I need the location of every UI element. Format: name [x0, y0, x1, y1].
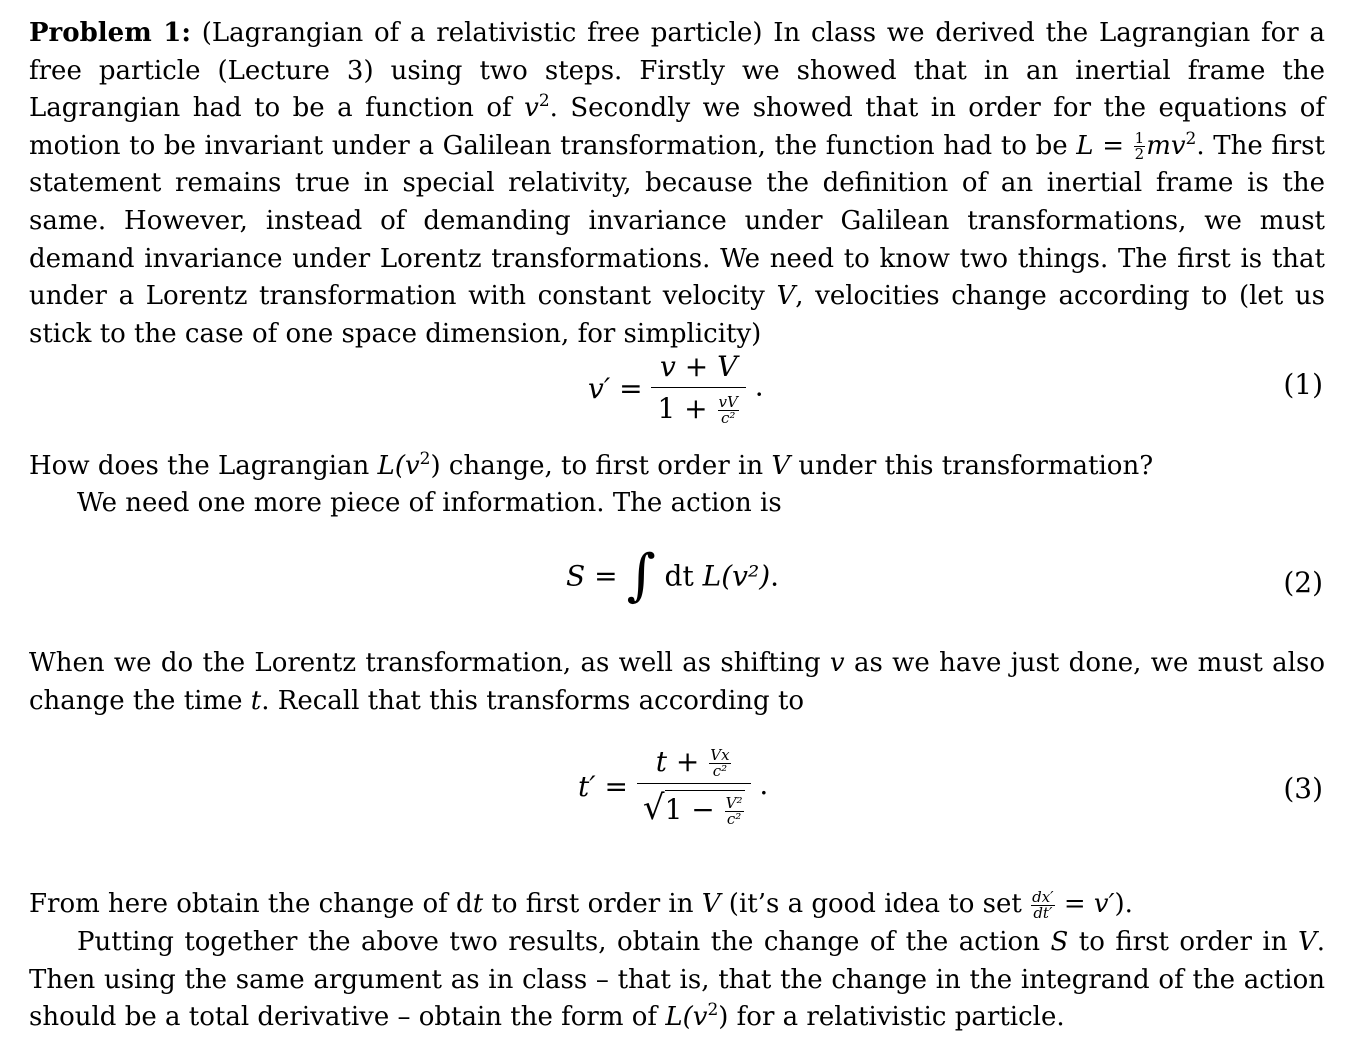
var-L: L: [1076, 130, 1094, 161]
conclusion-paragraph: [29, 924, 1325, 1037]
var-L: L: [665, 1002, 683, 1033]
change-dt-paragraph: [29, 886, 1325, 924]
dt-text-4: ).: [1114, 889, 1133, 919]
rad-text: 1 −: [664, 793, 724, 826]
eq3-denominator: [637, 783, 751, 828]
question-paragraph: [29, 448, 1325, 486]
lt-text-1: When we do the Lorentz transformation, as well as shifting: [29, 648, 830, 678]
frac-den: c²: [709, 763, 730, 779]
eq3-num-text: t +: [655, 745, 709, 778]
exponent: 2: [419, 449, 431, 469]
equals: =: [1093, 130, 1133, 161]
eq3-period: .: [759, 768, 769, 801]
var-vprime: v′: [1093, 889, 1115, 919]
intro-text-1: (Lagrangian of a relativistic free particle) In class we derived the Lagrangian for a free particle (Lecture 3) using two steps. Firstly we showed that in an inertial frame the Lagrangian had to be a function of: [29, 18, 1326, 124]
var-v: v: [829, 648, 845, 678]
dt-text-3: (it’s a good idea to set: [720, 889, 1031, 919]
lt-text-3: . Recall that this transforms according to: [261, 685, 805, 716]
intro-text-3: . The first statement remains true in special relativity, because the definition of an inertial frame is the same. However, instead of demanding invariance under Galilean transformations, we must demand invariance under Lorentz transformations. We need to know two things. The first is that under a Lorentz transformation with constant velocity: [29, 130, 1325, 312]
frac-den: 2: [1134, 145, 1145, 164]
exponent: 2: [1185, 128, 1197, 149]
var-L: L: [377, 451, 395, 481]
action-intro-paragraph: We need one more piece of information. The action is: [77, 488, 782, 518]
eq1-den-text: 1 +: [657, 392, 717, 425]
frac-num: dx′: [1032, 887, 1054, 906]
eq3-num-fraction: [709, 748, 730, 779]
rad-fraction: [725, 796, 744, 827]
var-arg: (v: [682, 1002, 708, 1033]
equation-number-2: (2): [1283, 566, 1323, 599]
q-text-3: under this transformation?: [790, 451, 1154, 481]
close-paren: ): [430, 451, 441, 481]
intro-text-4: , velocities change according to (let us stick to the case of one space dimension, for simplicity): [29, 281, 1325, 349]
frac-num: vV: [718, 393, 738, 411]
var-t: t: [472, 889, 484, 919]
radicand: [665, 790, 745, 826]
exponent: 2: [707, 1000, 719, 1021]
frac-den: c²: [725, 811, 744, 827]
eq1-denominator: [651, 387, 745, 426]
frac-den: c²: [718, 410, 739, 426]
frac-num: Vx: [710, 746, 730, 764]
equation-1: [588, 350, 764, 426]
dt-text-1: From here obtain the change of d: [29, 889, 473, 919]
close-paren: ): [718, 1002, 729, 1033]
eq2-L: L: [702, 559, 722, 593]
exponent: 2: [538, 91, 550, 112]
equation-2: [566, 543, 780, 608]
var-t: t: [250, 685, 262, 716]
frac-num: 1: [1134, 129, 1145, 148]
var-arg: (v: [394, 451, 420, 481]
eq2-arg: (v²): [721, 559, 771, 593]
eq1-lhs: v′ =: [588, 371, 643, 405]
equation-3: [578, 745, 768, 828]
c-text-1: Putting together the above two results, obtain the change of the action: [77, 927, 1051, 957]
frac-den: dt′: [1031, 905, 1054, 921]
problem-label: Problem 1:: [29, 18, 191, 48]
eq3-numerator: [637, 745, 751, 783]
eq2-lhs: S =: [566, 559, 618, 593]
integral-sign: ∫: [626, 543, 656, 608]
lt-text-2: as we have just done, we must also change the time: [29, 648, 1325, 716]
equation-number-1: (1): [1283, 368, 1323, 401]
eq3-fraction: [637, 745, 751, 828]
var-V: V: [771, 451, 791, 481]
eq1-numerator: v + V: [659, 350, 738, 383]
var-V: V: [776, 281, 796, 312]
eq1-period: .: [754, 369, 764, 403]
half-fraction: [1134, 131, 1146, 162]
eq2-period: .: [770, 559, 780, 593]
sqrt-icon: √: [642, 788, 665, 828]
intro-text-2: . Secondly we showed that in order for the equations of motion to be invariant under a Galilean transformation, the function had to be: [29, 93, 1325, 161]
eq3-lhs: t′ =: [578, 770, 628, 803]
q-text-2: change, to first order in: [440, 451, 772, 481]
frac-num: V²: [725, 794, 743, 812]
problem-intro-paragraph: [29, 15, 1325, 353]
eq1-fraction: [651, 350, 745, 426]
var-v: v: [524, 93, 539, 124]
eq1-den-fraction: [718, 395, 739, 426]
dt-text-2: to first order in: [483, 889, 702, 919]
c-text-2: to first order in: [1068, 927, 1298, 957]
equals: =: [1055, 889, 1094, 919]
c-text-4: for a relativistic particle.: [728, 1002, 1065, 1033]
var-S: S: [1050, 927, 1069, 957]
eq2-dt: dt: [664, 559, 694, 593]
dx-dt-fraction: [1031, 887, 1054, 922]
lorentz-time-paragraph: [29, 645, 1325, 720]
equation-number-3: (3): [1283, 772, 1323, 805]
var-V: V: [1297, 927, 1317, 957]
c-text-3: . Then using the same argument as in class – that is, that the change in the integrand of the action should be a total derivative – obtain the form of: [29, 927, 1326, 1033]
var-mv: mv: [1146, 130, 1186, 161]
q-text-1: How does the Lagrangian: [29, 451, 378, 481]
var-V: V: [701, 889, 721, 919]
